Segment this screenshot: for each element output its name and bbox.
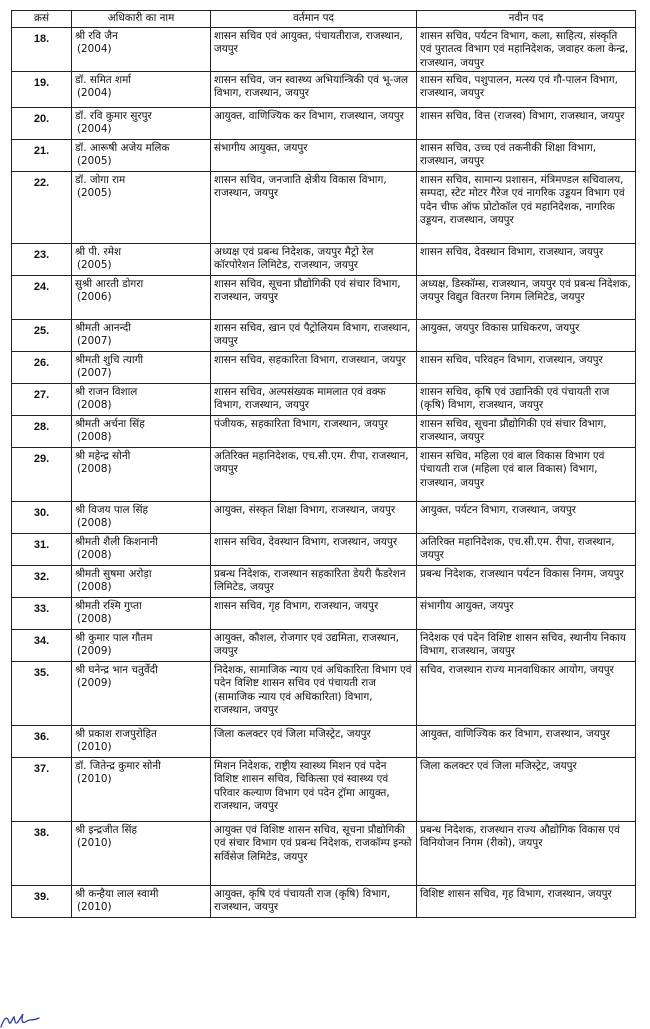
row-sno: 38. — [12, 821, 72, 885]
batch-year: (2008) — [77, 517, 112, 530]
new-post: विशिष्ट शासन सचिव, गृह विभाग, राजस्थान, जयपुर — [417, 885, 636, 917]
row-sno: 25. — [12, 319, 72, 351]
new-post: शासन सचिव, सामान्य प्रशासन, मंत्रिमण्डल सचिवालय, सम्पदा, स्टेट मोटर गैरेज एवं नागरिक उड्डयन विभाग एवं पदेन चीफ ऑफ प्रोटोकॉल एवं महानिदेशक, नागरिक उड्डयन, राजस्थान, जयपुर — [417, 171, 636, 243]
new-post: आयुक्त, पर्यटन विभाग, राजस्थान, जयपुर — [417, 501, 636, 533]
current-post: शासन सचिव, गृह विभाग, राजस्थान, जयपुर — [211, 597, 417, 629]
table-row — [12, 171, 636, 243]
new-post: शासन सचिव, पर्यटन विभाग, कला, साहित्य, संस्कृति एवं पुरातत्व विभाग एवं महानिदेशक, जवाहर कला केन्द्र, राजस्थान, जयपुर — [417, 28, 636, 72]
row-sno: 32. — [12, 565, 72, 597]
row-sno: 31. — [12, 533, 72, 565]
current-post: अध्यक्ष एवं प्रबन्ध निदेशक, जयपुर मैट्रो रेल कॉरपोरेशन लिमिटेड, राजस्थान, जयपुर — [211, 243, 417, 275]
table-row — [12, 821, 636, 885]
officer-name: सुश्री आरती डोगरा — [75, 277, 144, 290]
officer-name: श्री कन्हैया लाल स्वामी — [75, 887, 159, 900]
officer-cell — [72, 447, 211, 501]
header-row — [12, 11, 636, 28]
table-body — [12, 28, 636, 918]
table-row — [12, 28, 636, 72]
officer-name: श्री इन्द्रजीत सिंह — [75, 823, 138, 836]
row-sno: 37. — [12, 757, 72, 821]
batch-year: (2010) — [77, 741, 112, 754]
signature-mark — [0, 1010, 40, 1029]
row-sno: 28. — [12, 415, 72, 447]
current-post: आयुक्त, कृषि एवं पंचायती राज (कृषि) विभाग, राजस्थान, जयपुर — [211, 885, 417, 917]
officer-cell — [72, 597, 211, 629]
new-post: शासन सचिव, परिवहन विभाग, राजस्थान, जयपुर — [417, 351, 636, 383]
officer-cell — [72, 383, 211, 415]
table-row — [12, 725, 636, 757]
current-post: पंजीयक, सहकारिता विभाग, राजस्थान, जयपुर — [211, 415, 417, 447]
officer-name: श्रीमती आनन्दी — [75, 321, 131, 334]
new-post: सचिव, राजस्थान राज्य मानवाधिकार आयोग, जयपुर — [417, 661, 636, 725]
current-post: शासन सचिव, सूचना प्रौद्योगिकी एवं संचार विभाग, राजस्थान, जयपुर — [211, 275, 417, 319]
new-post: शासन सचिव, महिला एवं बाल विकास विभाग एवं पंचायती राज (महिला एवं बाल विकास) विभाग, राजस्थान, जयपुर — [417, 447, 636, 501]
batch-year: (2008) — [77, 463, 112, 476]
officer-cell — [72, 107, 211, 139]
table-row — [12, 351, 636, 383]
row-sno: 29. — [12, 447, 72, 501]
header-current-post: वर्तमान पद — [211, 11, 417, 28]
batch-year: (2010) — [77, 837, 112, 850]
current-post: आयुक्त एवं विशिष्ट शासन सचिव, सूचना प्रौद्योगिकी एवं संचार विभाग एवं प्रबन्ध निदेशक, राजकॉम्प इन्फो सर्विसेज लिमिटेड, जयपुर — [211, 821, 417, 885]
batch-year: (2009) — [77, 645, 112, 658]
current-post: शासन सचिव, जनजाति क्षेत्रीय विकास विभाग, राजस्थान, जयपुर — [211, 171, 417, 243]
officer-cell — [72, 243, 211, 275]
batch-year: (2008) — [77, 613, 112, 626]
current-post: शासन सचिव, खान एवं पैट्रोलियम विभाग, राजस्थान, जयपुर — [211, 319, 417, 351]
row-sno: 20. — [12, 107, 72, 139]
table-row — [12, 565, 636, 597]
table-row — [12, 415, 636, 447]
batch-year: (2004) — [77, 43, 112, 56]
officer-name: श्रीमती रश्मि गुप्ता — [75, 599, 142, 612]
row-sno: 35. — [12, 661, 72, 725]
officer-name: डॉ. जितेन्द्र कुमार सोनी — [75, 759, 161, 772]
table-row — [12, 319, 636, 351]
new-post: शासन सचिव, उच्च एवं तकनीकी शिक्षा विभाग, राजस्थान, जयपुर — [417, 139, 636, 171]
batch-year: (2009) — [77, 677, 112, 690]
new-post: आयुक्त, वाणिज्यिक कर विभाग, राजस्थान, जयपुर — [417, 725, 636, 757]
new-post: शासन सचिव, कृषि एवं उद्यानिकी एवं पंचायती राज (कृषि) विभाग, राजस्थान, जयपुर — [417, 383, 636, 415]
table-row — [12, 757, 636, 821]
table-row — [12, 243, 636, 275]
officer-name: श्री कुमार पाल गौतम — [75, 631, 153, 644]
new-post: जिला कलक्टर एवं जिला मजिस्ट्रेट, जयपुर — [417, 757, 636, 821]
table-row — [12, 501, 636, 533]
officer-cell — [72, 725, 211, 757]
current-post: आयुक्त, वाणिज्यिक कर विभाग, राजस्थान, जयपुर — [211, 107, 417, 139]
officer-cell — [72, 275, 211, 319]
current-post: शासन सचिव, अल्पसंख्यक मामलात एवं वक्फ विभाग, राजस्थान, जयपुर — [211, 383, 417, 415]
new-post: शासन सचिव, देवस्थान विभाग, राजस्थान, जयपुर — [417, 243, 636, 275]
officer-name: श्री रवि जैन — [75, 30, 118, 42]
new-post: निदेशक एवं पदेन विशिष्ट शासन सचिव, स्थानीय निकाय विभाग, राजस्थान, जयपुर — [417, 629, 636, 661]
row-sno: 33. — [12, 597, 72, 629]
officer-name: श्रीमती अर्चना सिंह — [75, 417, 145, 430]
header-officer-name: अधिकारी का नाम — [72, 11, 211, 28]
new-post: शासन सचिव, सूचना प्रौद्योगिकी एवं संचार विभाग, राजस्थान, जयपुर — [417, 415, 636, 447]
current-post: आयुक्त, कौशल, रोजगार एवं उद्यमिता, राजस्थान, जयपुर — [211, 629, 417, 661]
officer-cell — [72, 139, 211, 171]
transfer-table — [11, 10, 636, 918]
batch-year: (2006) — [77, 291, 112, 304]
new-post: शासन सचिव, वित्त (राजस्व) विभाग, राजस्थान, जयपुर — [417, 107, 636, 139]
table-row — [12, 139, 636, 171]
header-new-post: नवीन पद — [417, 11, 636, 28]
batch-year: (2007) — [77, 335, 112, 348]
row-sno: 34. — [12, 629, 72, 661]
new-post: अध्यक्ष, डिस्कॉम्स, राजस्थान, जयपुर एवं प्रबन्ध निदेशक, जयपुर विद्युत वितरण निगम लिमिटेड, जयपुर — [417, 275, 636, 319]
officer-name: डॉ. जोगा राम — [75, 173, 126, 186]
batch-year: (2004) — [77, 123, 112, 136]
row-sno: 21. — [12, 139, 72, 171]
table-row — [12, 885, 636, 917]
officer-cell — [72, 821, 211, 885]
new-post: संभागीय आयुक्त, जयपुर — [417, 597, 636, 629]
batch-year: (2008) — [77, 399, 112, 412]
current-post: जिला कलक्टर एवं जिला मजिस्ट्रेट, जयपुर — [211, 725, 417, 757]
officer-cell — [72, 757, 211, 821]
row-sno: 22. — [12, 171, 72, 243]
row-sno: 36. — [12, 725, 72, 757]
officer-name: श्री महेन्द्र सोनी — [75, 449, 131, 462]
officer-cell — [72, 661, 211, 725]
row-sno: 39. — [12, 885, 72, 917]
batch-year: (2005) — [77, 155, 112, 168]
batch-year: (2007) — [77, 367, 112, 380]
officer-cell — [72, 171, 211, 243]
batch-year: (2004) — [77, 87, 112, 100]
header-sno: क्रसं — [12, 11, 72, 28]
row-sno: 18. — [12, 28, 72, 72]
row-sno: 24. — [12, 275, 72, 319]
current-post: निदेशक, सामाजिक न्याय एवं अधिकारिता विभाग एवं पदेन विशिष्ट शासन सचिव एवं पंचायती राज (सामाजिक न्याय एवं अधिकारिता) विभाग, राजस्थान, जयपुर — [211, 661, 417, 725]
officer-name: श्री घनेन्द्र भान चतुर्वेदी — [75, 663, 158, 676]
officer-cell — [72, 71, 211, 107]
table-row — [12, 383, 636, 415]
current-post: प्रबन्ध निदेशक, राजस्थान सहकारिता डेयरी फैडरेशन लिमिटेड, जयपुर — [211, 565, 417, 597]
new-post: अतिरिक्त महानिदेशक, एच.सी.एम. रीपा, राजस्थान, जयपुर — [417, 533, 636, 565]
batch-year: (2010) — [77, 773, 112, 786]
current-post: मिशन निदेशक, राष्ट्रीय स्वास्थ्य मिशन एवं पदेन विशिष्ट शासन सचिव, चिकित्सा एवं स्वास्थ्य एवं परिवार कल्याण विभाग एवं पदेन ट्रॉमा आयुक्त, राजस्थान, जयपुर — [211, 757, 417, 821]
table-row — [12, 661, 636, 725]
new-post: आयुक्त, जयपुर विकास प्राधिकरण, जयपुर — [417, 319, 636, 351]
officer-cell — [72, 565, 211, 597]
current-post: संभागीय आयुक्त, जयपुर — [211, 139, 417, 171]
batch-year: (2010) — [77, 901, 112, 914]
new-post: प्रबन्ध निदेशक, राजस्थान पर्यटन विकास निगम, जयपुर — [417, 565, 636, 597]
officer-name: श्रीमती शुचि त्यागी — [75, 353, 144, 366]
officer-cell — [72, 501, 211, 533]
officer-name: श्री विजय पाल सिंह — [75, 503, 149, 516]
officer-cell — [72, 629, 211, 661]
batch-year: (2005) — [77, 259, 112, 272]
officer-name: डॉ. आरूषी अजेय मलिक — [75, 141, 170, 154]
officer-name: श्री राजन विशाल — [75, 385, 138, 398]
current-post: आयुक्त, संस्कृत शिक्षा विभाग, राजस्थान, जयपुर — [211, 501, 417, 533]
table-row — [12, 275, 636, 319]
batch-year: (2008) — [77, 431, 112, 444]
officer-cell — [72, 351, 211, 383]
table-row — [12, 447, 636, 501]
table-row — [12, 533, 636, 565]
officer-name: डॉ. रवि कुमार सुरपुर — [75, 109, 152, 122]
officer-cell — [72, 319, 211, 351]
table-row — [12, 71, 636, 107]
officer-cell — [72, 28, 211, 72]
row-sno: 30. — [12, 501, 72, 533]
table-row — [12, 629, 636, 661]
row-sno: 23. — [12, 243, 72, 275]
batch-year: (2005) — [77, 187, 112, 200]
current-post: शासन सचिव, देवस्थान विभाग, राजस्थान, जयपुर — [211, 533, 417, 565]
batch-year: (2008) — [77, 581, 112, 594]
officer-name: श्री प्रकाश राजपुरोहित — [75, 727, 157, 740]
new-post: प्रबन्ध निदेशक, राजस्थान राज्य औद्योगिक विकास एवं विनियोजन निगम (रीको), जयपुर — [417, 821, 636, 885]
officer-name: श्रीमती सुषमा अरोड़ा — [75, 567, 152, 580]
officer-name: श्रीमती शैली किशनानी — [75, 535, 158, 548]
table-row — [12, 597, 636, 629]
row-sno: 19. — [12, 71, 72, 107]
batch-year: (2008) — [77, 549, 112, 562]
current-post: शासन सचिव एवं आयुक्त, पंचायतीराज, राजस्थान, जयपुर — [211, 28, 417, 72]
row-sno: 27. — [12, 383, 72, 415]
current-post: शासन सचिव, सहकारिता विभाग, राजस्थान, जयपुर — [211, 351, 417, 383]
officer-cell — [72, 885, 211, 917]
current-post: अतिरिक्त महानिदेशक, एच.सी.एम. रीपा, राजस्थान, जयपुर — [211, 447, 417, 501]
officer-cell — [72, 533, 211, 565]
row-sno: 26. — [12, 351, 72, 383]
current-post: शासन सचिव, जन स्वास्थ्य अभियान्त्रिकी एवं भू-जल विभाग, राजस्थान, जयपुर — [211, 71, 417, 107]
officer-cell — [72, 415, 211, 447]
new-post: शासन सचिव, पशुपालन, मत्स्य एवं गौ-पालन विभाग, राजस्थान, जयपुर — [417, 71, 636, 107]
officer-name: श्री पी. रमेश — [75, 245, 122, 258]
officer-name: डॉ. समित शर्मा — [75, 73, 131, 86]
table-row — [12, 107, 636, 139]
